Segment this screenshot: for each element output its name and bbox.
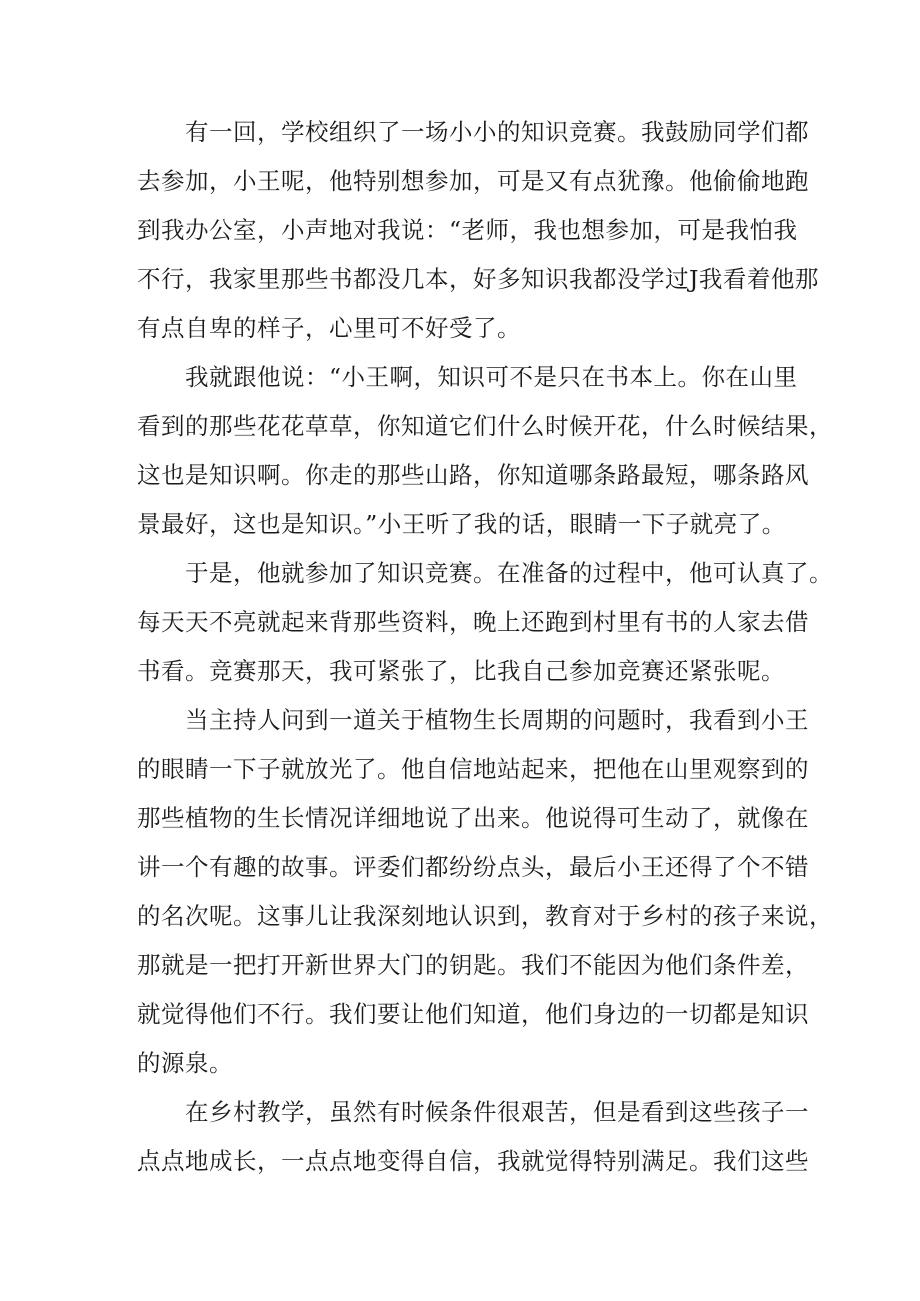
text-line: 讲一个有趣的故事。评委们都纷纷点头，最后小王还得了个不错 bbox=[137, 853, 809, 881]
text-line: 不行，我家里那些书都没几本，好多知识我都没学过J我看着他那 bbox=[137, 265, 819, 293]
text-line: 书看。竞赛那天，我可紧张了，比我自己参加竞赛还紧张呢。 bbox=[137, 657, 785, 685]
text-line: 的眼睛一下子就放光了。他自信地站起来，把他在山里观察到的 bbox=[137, 755, 809, 783]
text-line: 我就跟他说：“小王啊，知识可不是只在书本上。你在山里 bbox=[185, 363, 798, 391]
text-line: 景最好，这也是知识。”小王听了我的话，眼睛一下子就亮了。 bbox=[137, 510, 786, 538]
text-line: 点点地成长，一点点地变得自信，我就觉得特别满足。我们这些 bbox=[137, 1147, 809, 1175]
text-line: 看到的那些花花草草，你知道它们什么时候开花，什么时候结果， bbox=[137, 412, 833, 440]
text-line: 这也是知识啊。你走的那些山路，你知道哪条路最短，哪条路风 bbox=[137, 461, 809, 489]
text-line: 那就是一把打开新世界大门的钥匙。我们不能因为他们条件差， bbox=[137, 951, 809, 979]
document-body bbox=[137, 114, 833, 1192]
text-line: 每天天不亮就起来背那些资料，晚上还跑到村里有书的人家去借 bbox=[137, 608, 809, 636]
text-line: 在乡村教学，虽然有时候条件很艰苦，但是看到这些孩子一 bbox=[185, 1098, 809, 1126]
text-line: 到我办公室，小声地对我说：“老师，我也想参加，可是我怕我 bbox=[137, 216, 798, 244]
text-line: 有一回，学校组织了一场小小的知识竞赛。我鼓励同学们都 bbox=[185, 118, 809, 146]
text-line: 有点自卑的样子，心里可不好受了。 bbox=[137, 314, 521, 342]
text-line: 于是，他就参加了知识竞赛。在准备的过程中，他可认真了。 bbox=[185, 559, 833, 587]
text-line: 当主持人问到一道关于植物生长周期的问题时，我看到小王 bbox=[185, 706, 809, 734]
text-line: 的源泉。 bbox=[137, 1049, 233, 1077]
text-line: 那些植物的生长情况详细地说了出来。他说得可生动了，就像在 bbox=[137, 804, 809, 832]
text-line: 的名次呢。这事儿让我深刻地认识到，教育对于乡村的孩子来说， bbox=[137, 902, 833, 930]
text-line: 就觉得他们不行。我们要让他们知道，他们身边的一切都是知识 bbox=[137, 1000, 809, 1028]
text-line: 去参加，小王呢，他特别想参加，可是又有点犹豫。他偷偷地跑 bbox=[137, 167, 809, 195]
